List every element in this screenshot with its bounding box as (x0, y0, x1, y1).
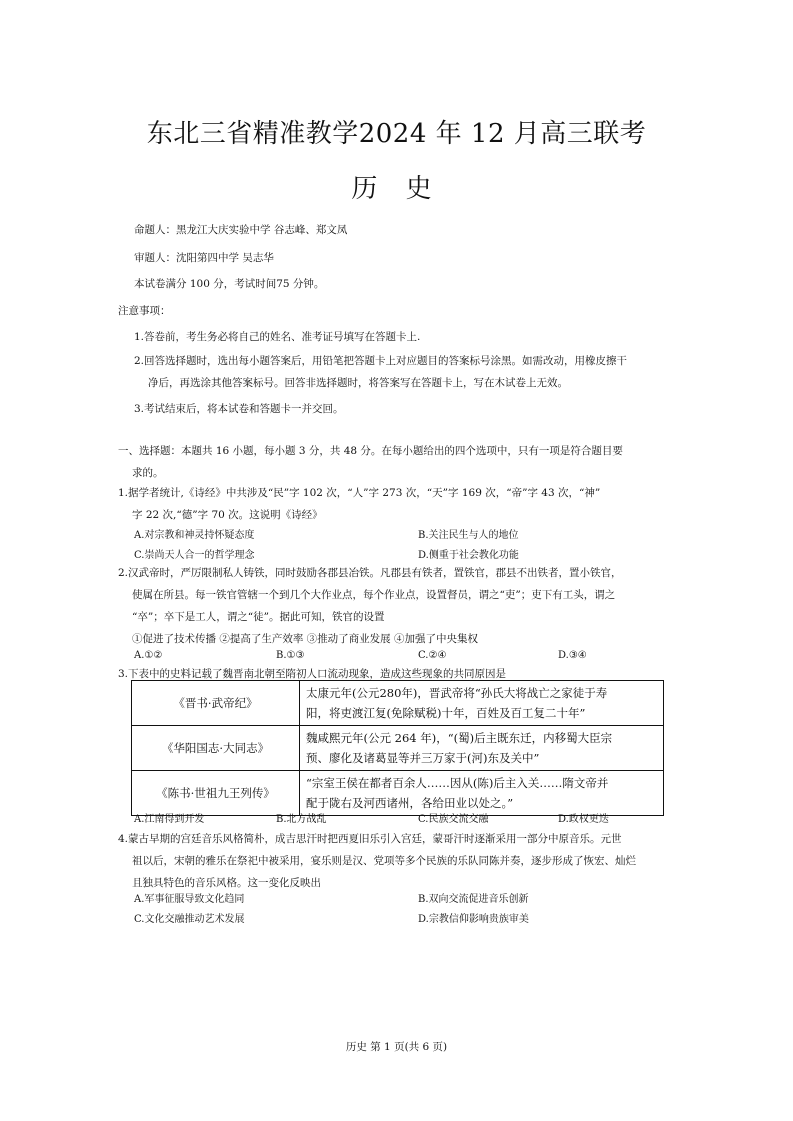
table-source-cell: 《晋书·武帝纪》 (132, 681, 300, 726)
question-4 (118, 828, 676, 894)
question-1-line: 字 22 次,“德”字 70 次。这说明《诗经》 (132, 509, 323, 521)
source-table (131, 680, 664, 816)
subject-title: 历 史 (351, 174, 442, 204)
question-4-line: 祖以后，宋朝的雅乐在祭祀中被采用，宴乐则是汉、党项等多个民族的乐队同陈并奏，逐步形成了恢宏、灿烂 (132, 855, 636, 867)
q3-option-c: C.民族交流交融 (418, 814, 489, 825)
table-row (132, 681, 664, 726)
question-3-stem: 3.下表中的史料记载了魏晋南北朝至隋初人口流动现象，造成这些现象的共同原因是 (118, 668, 507, 680)
question-2-line: 使属在所县。每一铁官管辖一个到几个大作业点，每个作业点，设置督员，谓之“吏”；吏下有工头，谓之 (132, 589, 616, 601)
q4-option-d: D.宗教信仰影响贵族审美 (418, 914, 529, 925)
page-footer: 历史 第 1 页(共 6 页) (345, 1041, 448, 1053)
q2-option-c: C.②④ (418, 650, 447, 661)
note-item: 净后，再选涂其他答案标号。回答非选择题时，将答案写在答题卡上，写在木试卷上无效。 (148, 377, 568, 389)
note-item: 2.回答选择题时，选出每小题答案后，用铅笔把答题卡上对应题目的答案标号涂黑。如需改动，用橡皮擦干 (134, 355, 628, 367)
q4-option-c: C.文化交融推动艺术发展 (134, 914, 245, 925)
author-line: 命题人：黑龙江大庆实验中学 谷志峰、郑文凤 (134, 224, 348, 236)
q4-option-b: B.双向交流促进音乐创新 (418, 894, 529, 905)
note-item: 3.考试结束后，将本试卷和答题卡一并交回。 (134, 403, 344, 415)
q1-option-c: C.崇尚天人合一的哲学理念 (134, 550, 255, 561)
q3-option-d: D.政权更迭 (558, 814, 609, 825)
q3-option-b: B.北方战乱 (276, 814, 327, 825)
question-2-statements: ①促进了技术传播 ②提高了生产效率 ③推动了商业发展 ④加强了中央集权 (132, 633, 479, 645)
question-1 (118, 482, 676, 526)
table-content-cell: 魏咸熙元年(公元 264 年)，“(蜀)后主既东迁，内移蜀大臣宗 预、廖化及诸葛显等并三万家于(河)东及关中” (300, 726, 664, 771)
table-content-cell: 太康元年(公元280年)，晋武帝将“孙氏大将战亡之家徒于寿 阳，将吏渡江复(免除赋税)十年，百姓及百工复二十年” (300, 681, 664, 726)
table-source-cell: 《陈书·世祖九王列传》 (132, 771, 300, 816)
q1-option-b: B.关注民生与人的地位 (418, 530, 519, 541)
table-row (132, 726, 664, 771)
q2-option-d: D.③④ (558, 650, 587, 661)
exam-info: 本试卷满分 100 分，考试时间75 分钟。 (134, 278, 325, 290)
q1-option-d: D.侧重于社会教化功能 (418, 550, 519, 561)
notes-heading: 注意事项： (118, 305, 171, 317)
note-item: 1.答卷前，考生务必将自己的姓名、准考证号填写在答题卡上. (134, 331, 421, 343)
question-2-line: 2.汉武帝时，严厉限制私人铸铁，同时鼓励各郡县冶铁。凡郡县有铁者，置铁官，郡县不出铁者，置小铁官， (118, 567, 622, 579)
question-4-line: 4.蒙古早期的宫廷音乐风格简朴，成吉思汗时把西夏旧乐引入宫廷，蒙哥汗时逐渐采用一部分中原音乐。元世 (118, 833, 622, 845)
q2-option-a: A.①② (134, 650, 163, 661)
q4-option-a: A.军事征服导致文化趋同 (134, 894, 245, 905)
question-4-line: 且独具特色的音乐风格。这一变化反映出 (132, 877, 321, 889)
table-content-cell: “宗室王侯在都者百余人……因从(陈)后主入关……隋文帝并 配于陇右及河西诸州，各给田业以处之。” (300, 771, 664, 816)
reviewer-line: 审题人：沈阳第四中学 吴志华 (134, 252, 274, 264)
exam-title: 东北三省精准教学2024 年 12 月高三联考 (146, 119, 647, 149)
question-1-line: 1.据学者统计,《诗经》中共涉及“民”字 102 次，“人”字 273 次，“天”字 169 次，“帝”字 43 次，“神” (118, 487, 601, 499)
question-2 (118, 562, 676, 650)
section-heading: 一、选择题：本题共 16 小题，每小题 3 分，共 48 分。在每小题给出的四个选项中，只有一项是符合题目要 求的。 (118, 445, 623, 479)
q1-option-a: A.对宗教和神灵持怀疑态度 (134, 530, 255, 541)
q3-option-a: A.江南得到开发 (134, 814, 205, 825)
table-row (132, 771, 664, 816)
q2-option-b: B.①③ (276, 650, 305, 661)
table-source-cell: 《华阳国志·大同志》 (132, 726, 300, 771)
notes-list (134, 326, 674, 420)
question-2-line: “卒”；卒下是工人，谓之“徒”。据此可知，铁官的设置 (132, 611, 385, 623)
